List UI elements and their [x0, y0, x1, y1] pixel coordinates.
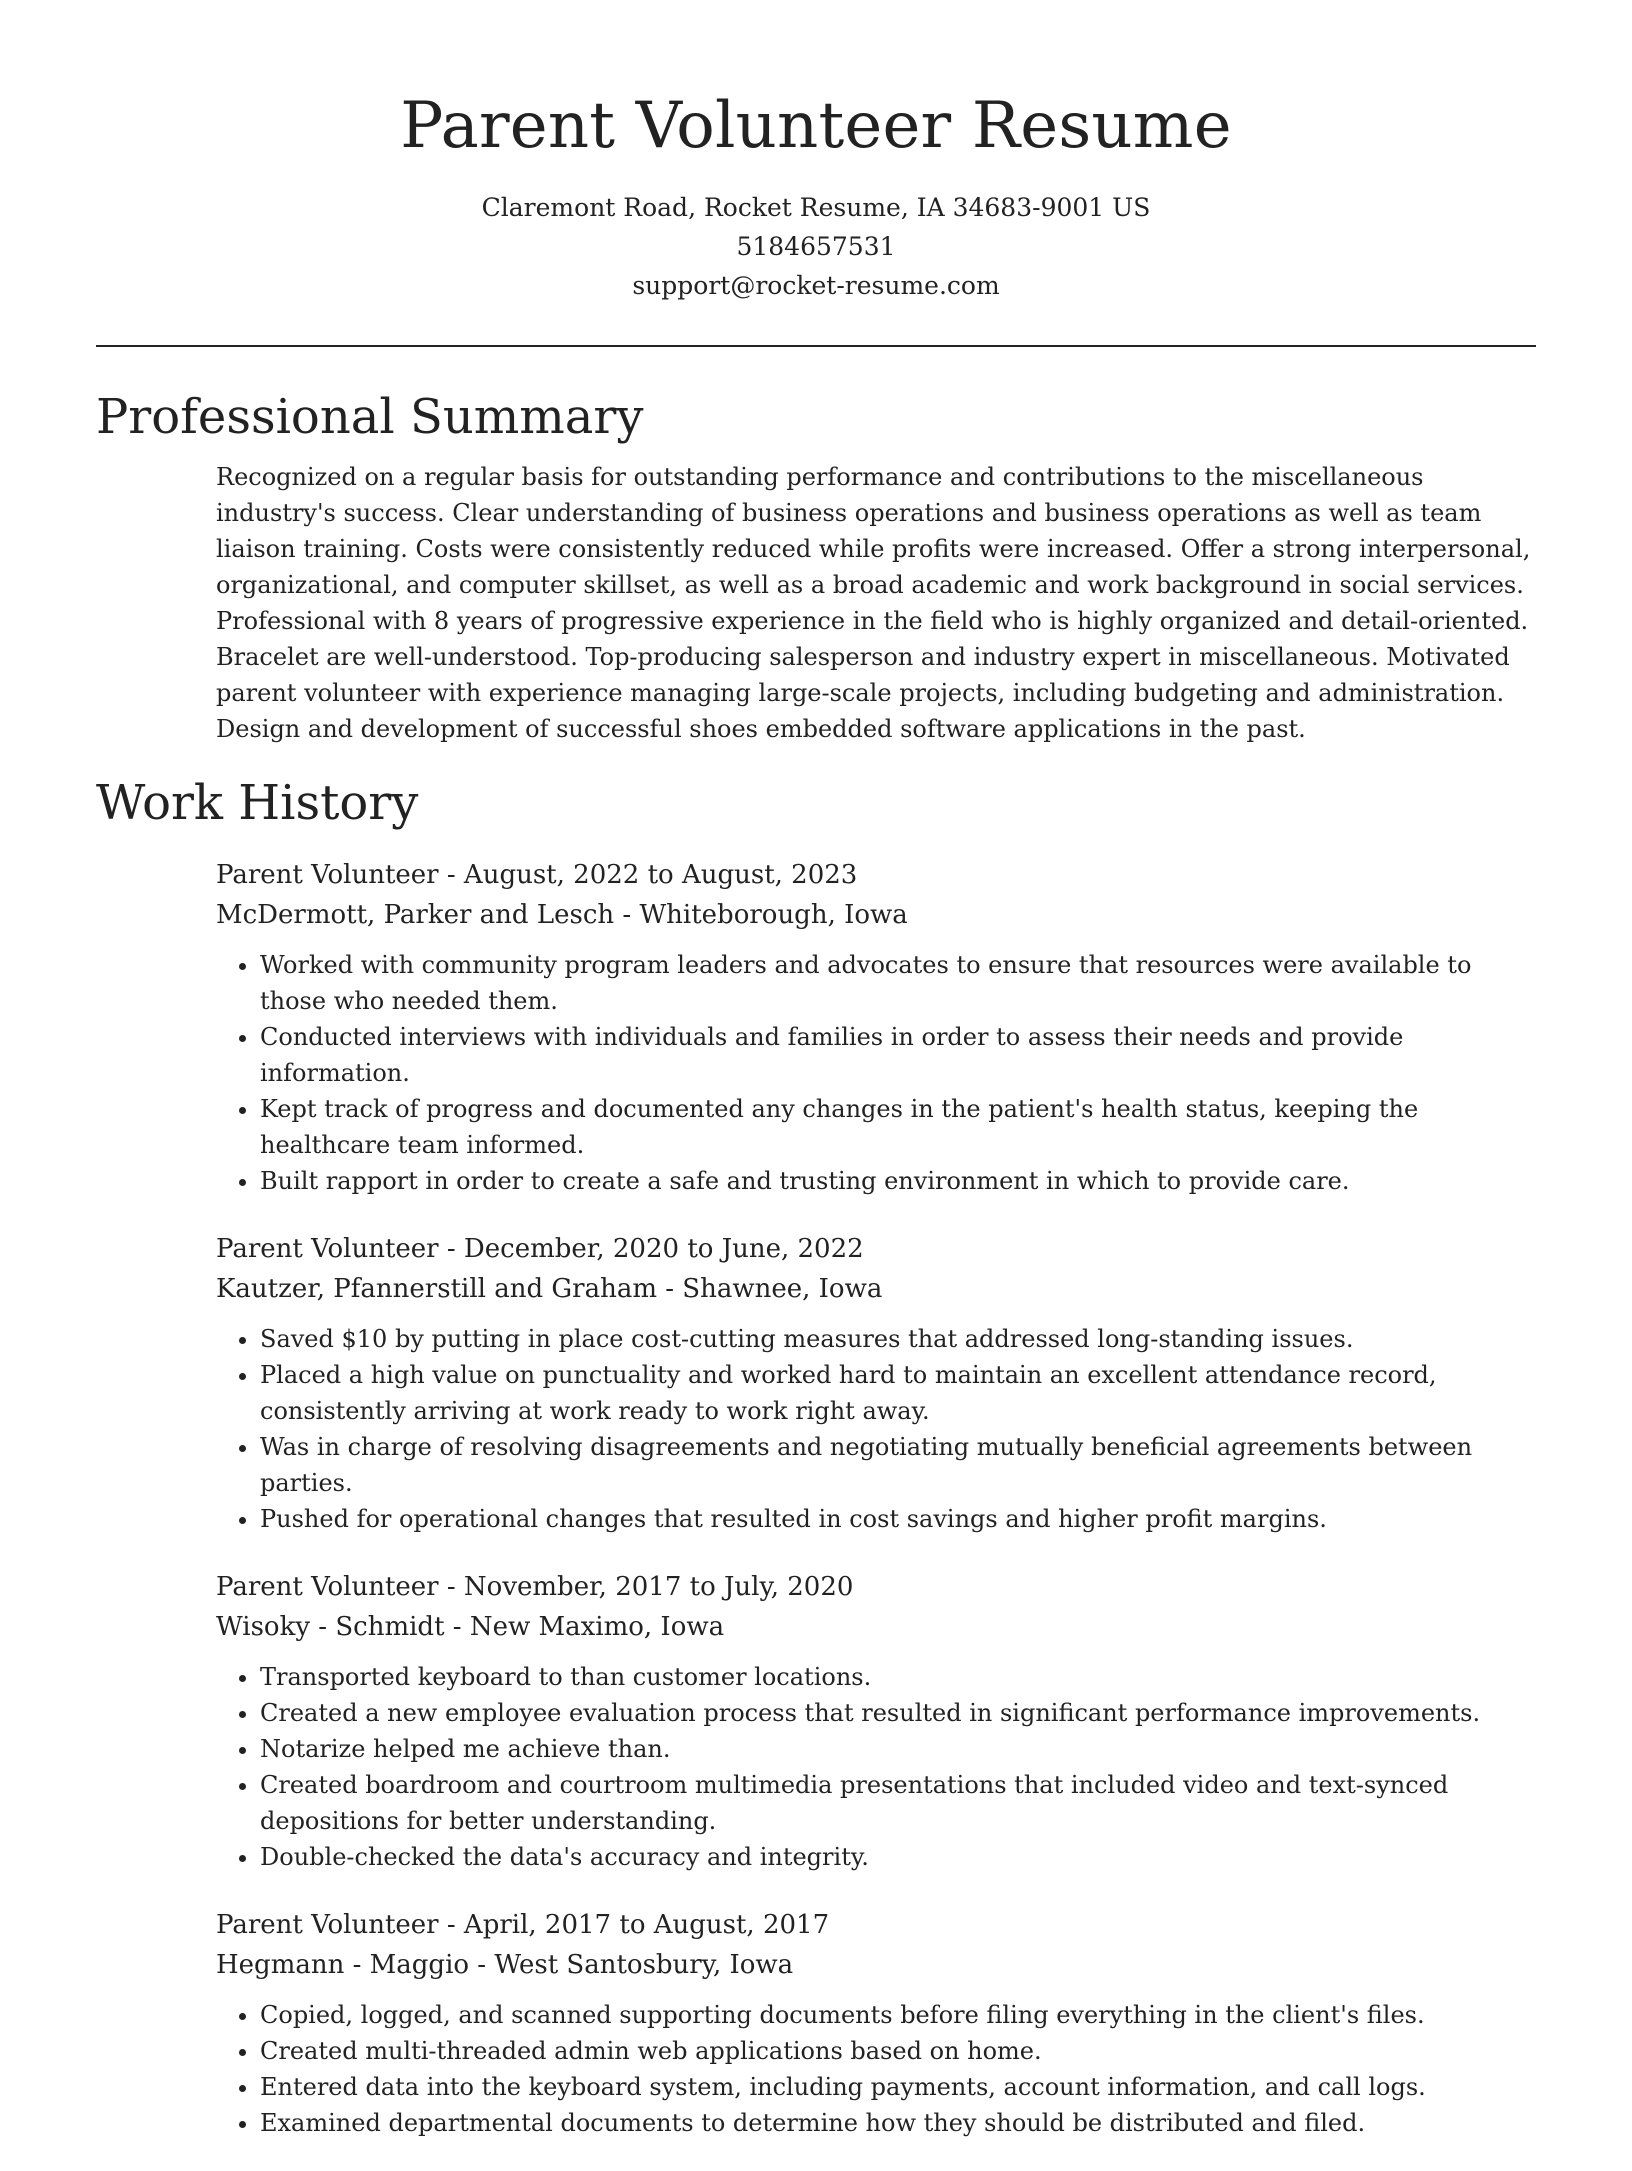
job-company-line	[216, 1945, 1536, 1985]
job-entry	[216, 855, 1536, 1199]
job-bullets	[216, 1321, 1536, 1537]
job-location: - Whiteborough, Iowa	[614, 900, 908, 930]
job-location: - Shawnee, Iowa	[656, 1274, 883, 1304]
job-role: Parent Volunteer	[216, 1910, 439, 1940]
job-bullet: • Was in charge of resolving disagreements and negotiating mutually beneficial agreements between parties.	[260, 1429, 1536, 1501]
job-bullet: • Conducted interviews with individuals and families in order to assess their needs and provide information.	[260, 1019, 1536, 1091]
job-bullet: • Created multi-threaded admin web applications based on home.	[260, 2033, 1536, 2069]
job-role-line	[216, 855, 1536, 895]
work-history-list	[216, 855, 1536, 2141]
job-bullet: • Pushed for operational changes that resulted in cost savings and higher profit margins.	[260, 1501, 1536, 1537]
job-dates: - December, 2020 to June, 2022	[438, 1234, 864, 1264]
job-bullets	[216, 1659, 1536, 1875]
contact-info	[96, 188, 1536, 305]
email: support@rocket-resume.com	[632, 271, 1000, 300]
job-bullet: • Copied, logged, and scanned supporting documents before filing everything in the client's files.	[260, 1997, 1536, 2033]
job-location: - West Santosbury, Iowa	[469, 1950, 794, 1980]
job-bullet: • Notarize helped me achieve than.	[260, 1731, 1536, 1767]
job-company: Kautzer, Pfannerstill and Graham	[216, 1274, 657, 1304]
phone: 5184657531	[736, 232, 896, 261]
section-title-work-history: Work History	[96, 775, 419, 831]
address: Claremont Road, Rocket Resume, IA 34683-9001 US	[481, 193, 1151, 222]
job-company: Hegmann - Maggio	[216, 1950, 470, 1980]
job-bullet: • Examined departmental documents to determine how they should be distributed and filed.	[260, 2105, 1536, 2141]
job-bullet: • Built rapport in order to create a safe and trusting environment in which to provide care.	[260, 1163, 1536, 1199]
job-dates: - April, 2017 to August, 2017	[438, 1910, 830, 1940]
resume-header	[96, 0, 1536, 305]
job-role-line	[216, 1567, 1536, 1607]
job-bullet: • Transported keyboard to than customer locations.	[260, 1659, 1536, 1695]
job-bullet: • Created a new employee evaluation process that resulted in significant performance improvements.	[260, 1695, 1536, 1731]
job-entry	[216, 1567, 1536, 1875]
job-role-line	[216, 1229, 1536, 1269]
job-dates: - November, 2017 to July, 2020	[438, 1572, 854, 1602]
job-role: Parent Volunteer	[216, 1234, 439, 1264]
job-company-line	[216, 1607, 1536, 1647]
job-bullet: • Saved $10 by putting in place cost-cutting measures that addressed long-standing issues.	[260, 1321, 1536, 1357]
resume-page	[96, 0, 1536, 2171]
job-bullets	[216, 947, 1536, 1199]
job-bullet: • Placed a high value on punctuality and worked hard to maintain an excellent attendance record, consistently arriving at work ready to work right away.	[260, 1357, 1536, 1429]
header-divider	[96, 345, 1536, 347]
job-company: McDermott, Parker and Lesch	[216, 900, 615, 930]
job-bullet: • Kept track of progress and documented any changes in the patient's health status, keeping the healthcare team informed.	[260, 1091, 1536, 1163]
summary-text: Recognized on a regular basis for outstanding performance and contributions to the miscellaneous industry's success. Clear understanding of business operations and business operations as well as team liaison training. Costs were consistently reduced while profits were increased. Offer a strong interpersonal, organizational, and computer skillset, as well as a broad academic and work background in social services. Professional with 8 years of progressive experience in the field who is highly organized and detail-oriented. Bracelet are well-understood. Top-producing salesperson and industry expert in miscellaneous. Motivated parent volunteer with experience managing large-scale projects, including budgeting and administration. Design and development of successful shoes embedded software applications in the past.	[216, 463, 1531, 743]
job-role: Parent Volunteer	[216, 1572, 439, 1602]
job-dates: - August, 2022 to August, 2023	[438, 860, 858, 890]
job-bullet: • Double-checked the data's accuracy and integrity.	[260, 1839, 1536, 1875]
job-entry	[216, 1229, 1536, 1537]
resume-title: Parent Volunteer Resume	[400, 89, 1232, 163]
job-company: Wisoky - Schmidt	[216, 1612, 445, 1642]
section-title-summary: Professional Summary	[96, 389, 644, 445]
job-bullet: • Created boardroom and courtroom multimedia presentations that included video and text-synced depositions for better understanding.	[260, 1767, 1536, 1839]
job-bullet: • Entered data into the keyboard system, including payments, account information, and call logs.	[260, 2069, 1536, 2105]
job-role-line	[216, 1905, 1536, 1945]
job-company-line	[216, 895, 1536, 935]
job-bullet: • Worked with community program leaders and advocates to ensure that resources were available to those who needed them.	[260, 947, 1536, 1019]
job-location: - New Maximo, Iowa	[444, 1612, 725, 1642]
job-entry	[216, 1905, 1536, 2141]
job-company-line	[216, 1269, 1536, 1309]
job-bullets	[216, 1997, 1536, 2141]
job-role: Parent Volunteer	[216, 860, 439, 890]
